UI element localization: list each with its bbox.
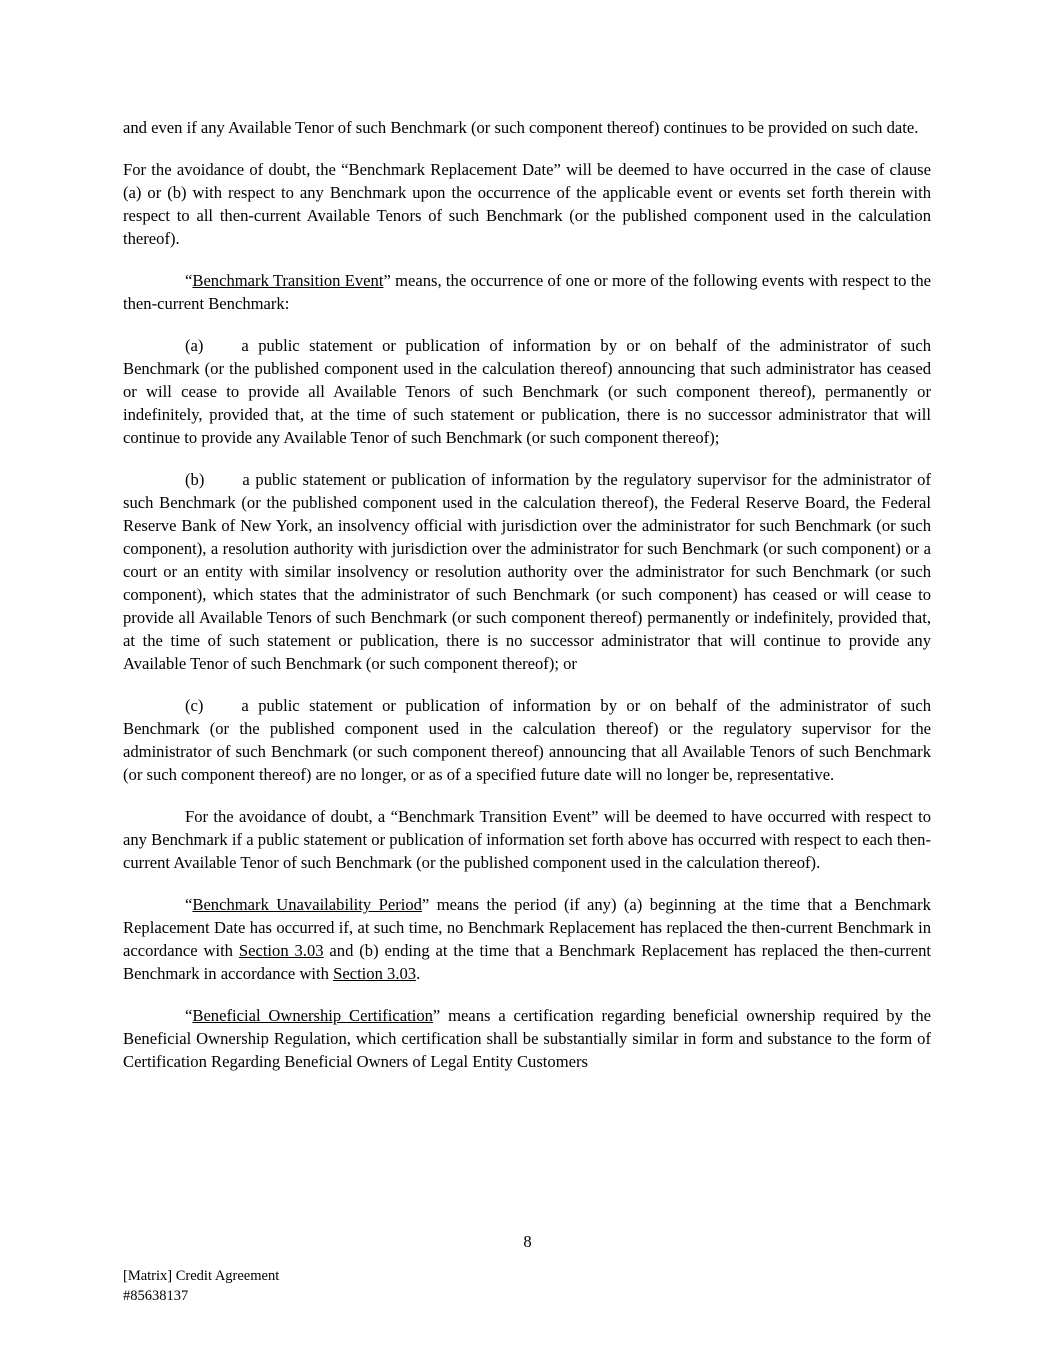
text-run: ” means a certification regarding beneficial ownership required by the Beneficial Ownership Regulation, which certification shall be substantially similar in form and substance to the form of Certification Regarding Beneficial Owners of Legal Entity Customers	[123, 1006, 932, 1071]
paragraph	[123, 694, 931, 786]
text-run: “	[185, 895, 193, 914]
underlined-term: Section 3.03	[238, 941, 324, 960]
document-body	[123, 116, 931, 1092]
paragraph	[123, 269, 931, 315]
text-run: and (b) ending at the time that a Benchmark Replacement has replaced the then-current Benchmark in accordance with	[123, 941, 931, 983]
text-run: For the avoidance of doubt, a “Benchmark Transition Event” will be deemed to have occurred with respect to any Benchmark if a public statement or publication of information set forth above has occurred with respect to each then-current Available Tenor of such Benchmark (or the published component used in the calculation thereof).	[123, 807, 931, 872]
paragraph	[123, 158, 931, 250]
footer-doc-name: [Matrix] Credit Agreement	[123, 1268, 280, 1284]
underlined-term: Benchmark Transition Event	[192, 271, 384, 290]
text-run: “	[185, 1006, 193, 1025]
paragraph	[123, 1004, 931, 1073]
document-footer	[123, 1266, 279, 1306]
paragraph	[123, 893, 931, 985]
paragraph	[123, 805, 931, 874]
text-run: a public statement or publication of information by or on behalf of the administrator of such Benchmark (or the published component used in the calculation thereof) or the regulatory supervisor for the administrator of such Benchmark (or such component thereof) announcing that all Available Tenors of such Benchmark (or such component thereof) are no longer, or as of a specified future date will no longer be, representative.	[123, 696, 931, 784]
paragraph	[123, 468, 931, 675]
underlined-term: Section 3.03	[333, 964, 417, 983]
text-run: and even if any Available Tenor of such Benchmark (or such component thereof) continues to be provided on such date.	[123, 118, 919, 137]
page-number: 8	[523, 1232, 532, 1251]
underlined-term: Beneficial Ownership Certification	[192, 1006, 433, 1025]
text-run: ” means, the occurrence of one or more of the following events with respect to the then-current Benchmark:	[123, 271, 931, 313]
paragraph	[123, 334, 931, 449]
text-run: a public statement or publication of information by the regulatory supervisor for the administrator of such Benchmark (or the published component used in the calculation thereof), the Federal Reserve Board, the Federal Reserve Bank of New York, an insolvency official with jurisdiction over the administrator for such Benchmark (or such component), a resolution authority with jurisdiction over the administrator for such Benchmark (or such component) or a court or an entity with similar insolvency or resolution authority over the administrator for such Benchmark (or such component), which states that the administrator of such Benchmark (or such component) has ceased or will cease to provide all Available Tenors of such Benchmark (or such component thereof) permanently or indefinitely, provided that, at the time of such statement or publication, there is no successor administrator that will continue to provide any Available Tenor of such Benchmark (or such component thereof); or	[123, 470, 931, 673]
text-run: (b)	[185, 470, 205, 489]
text-run: (a)	[185, 336, 204, 355]
paragraph	[123, 116, 931, 139]
footer-doc-id: #85638137	[123, 1288, 189, 1304]
underlined-term: Benchmark Unavailability Period	[192, 895, 422, 914]
text-run: “	[185, 271, 193, 290]
text-run: a public statement or publication of information by or on behalf of the administrator of such Benchmark (or the published component used in the calculation thereof) announcing that such administrator has ceased or will cease to provide all Available Tenors of such Benchmark (or such component thereof), permanently or indefinitely, provided that, at the time of such statement or publication, there is no successor administrator that will continue to provide any Available Tenor of such Benchmark (or such component thereof);	[123, 336, 931, 447]
text-run: .	[416, 964, 421, 983]
text-run: (c)	[185, 696, 204, 715]
text-run: For the avoidance of doubt, the “Benchmark Replacement Date” will be deemed to have occurred in the case of clause (a) or (b) with respect to any Benchmark upon the occurrence of the applicable event or events set forth therein with respect to all then-current Available Tenors of such Benchmark (or the published component used in the calculation thereof).	[123, 160, 931, 248]
text-run: ” means the period (if any) (a) beginning at the time that a Benchmark Replacement Date has occurred if, at such time, no Benchmark Replacement has replaced the then-current Benchmark in accordance with	[123, 895, 931, 960]
